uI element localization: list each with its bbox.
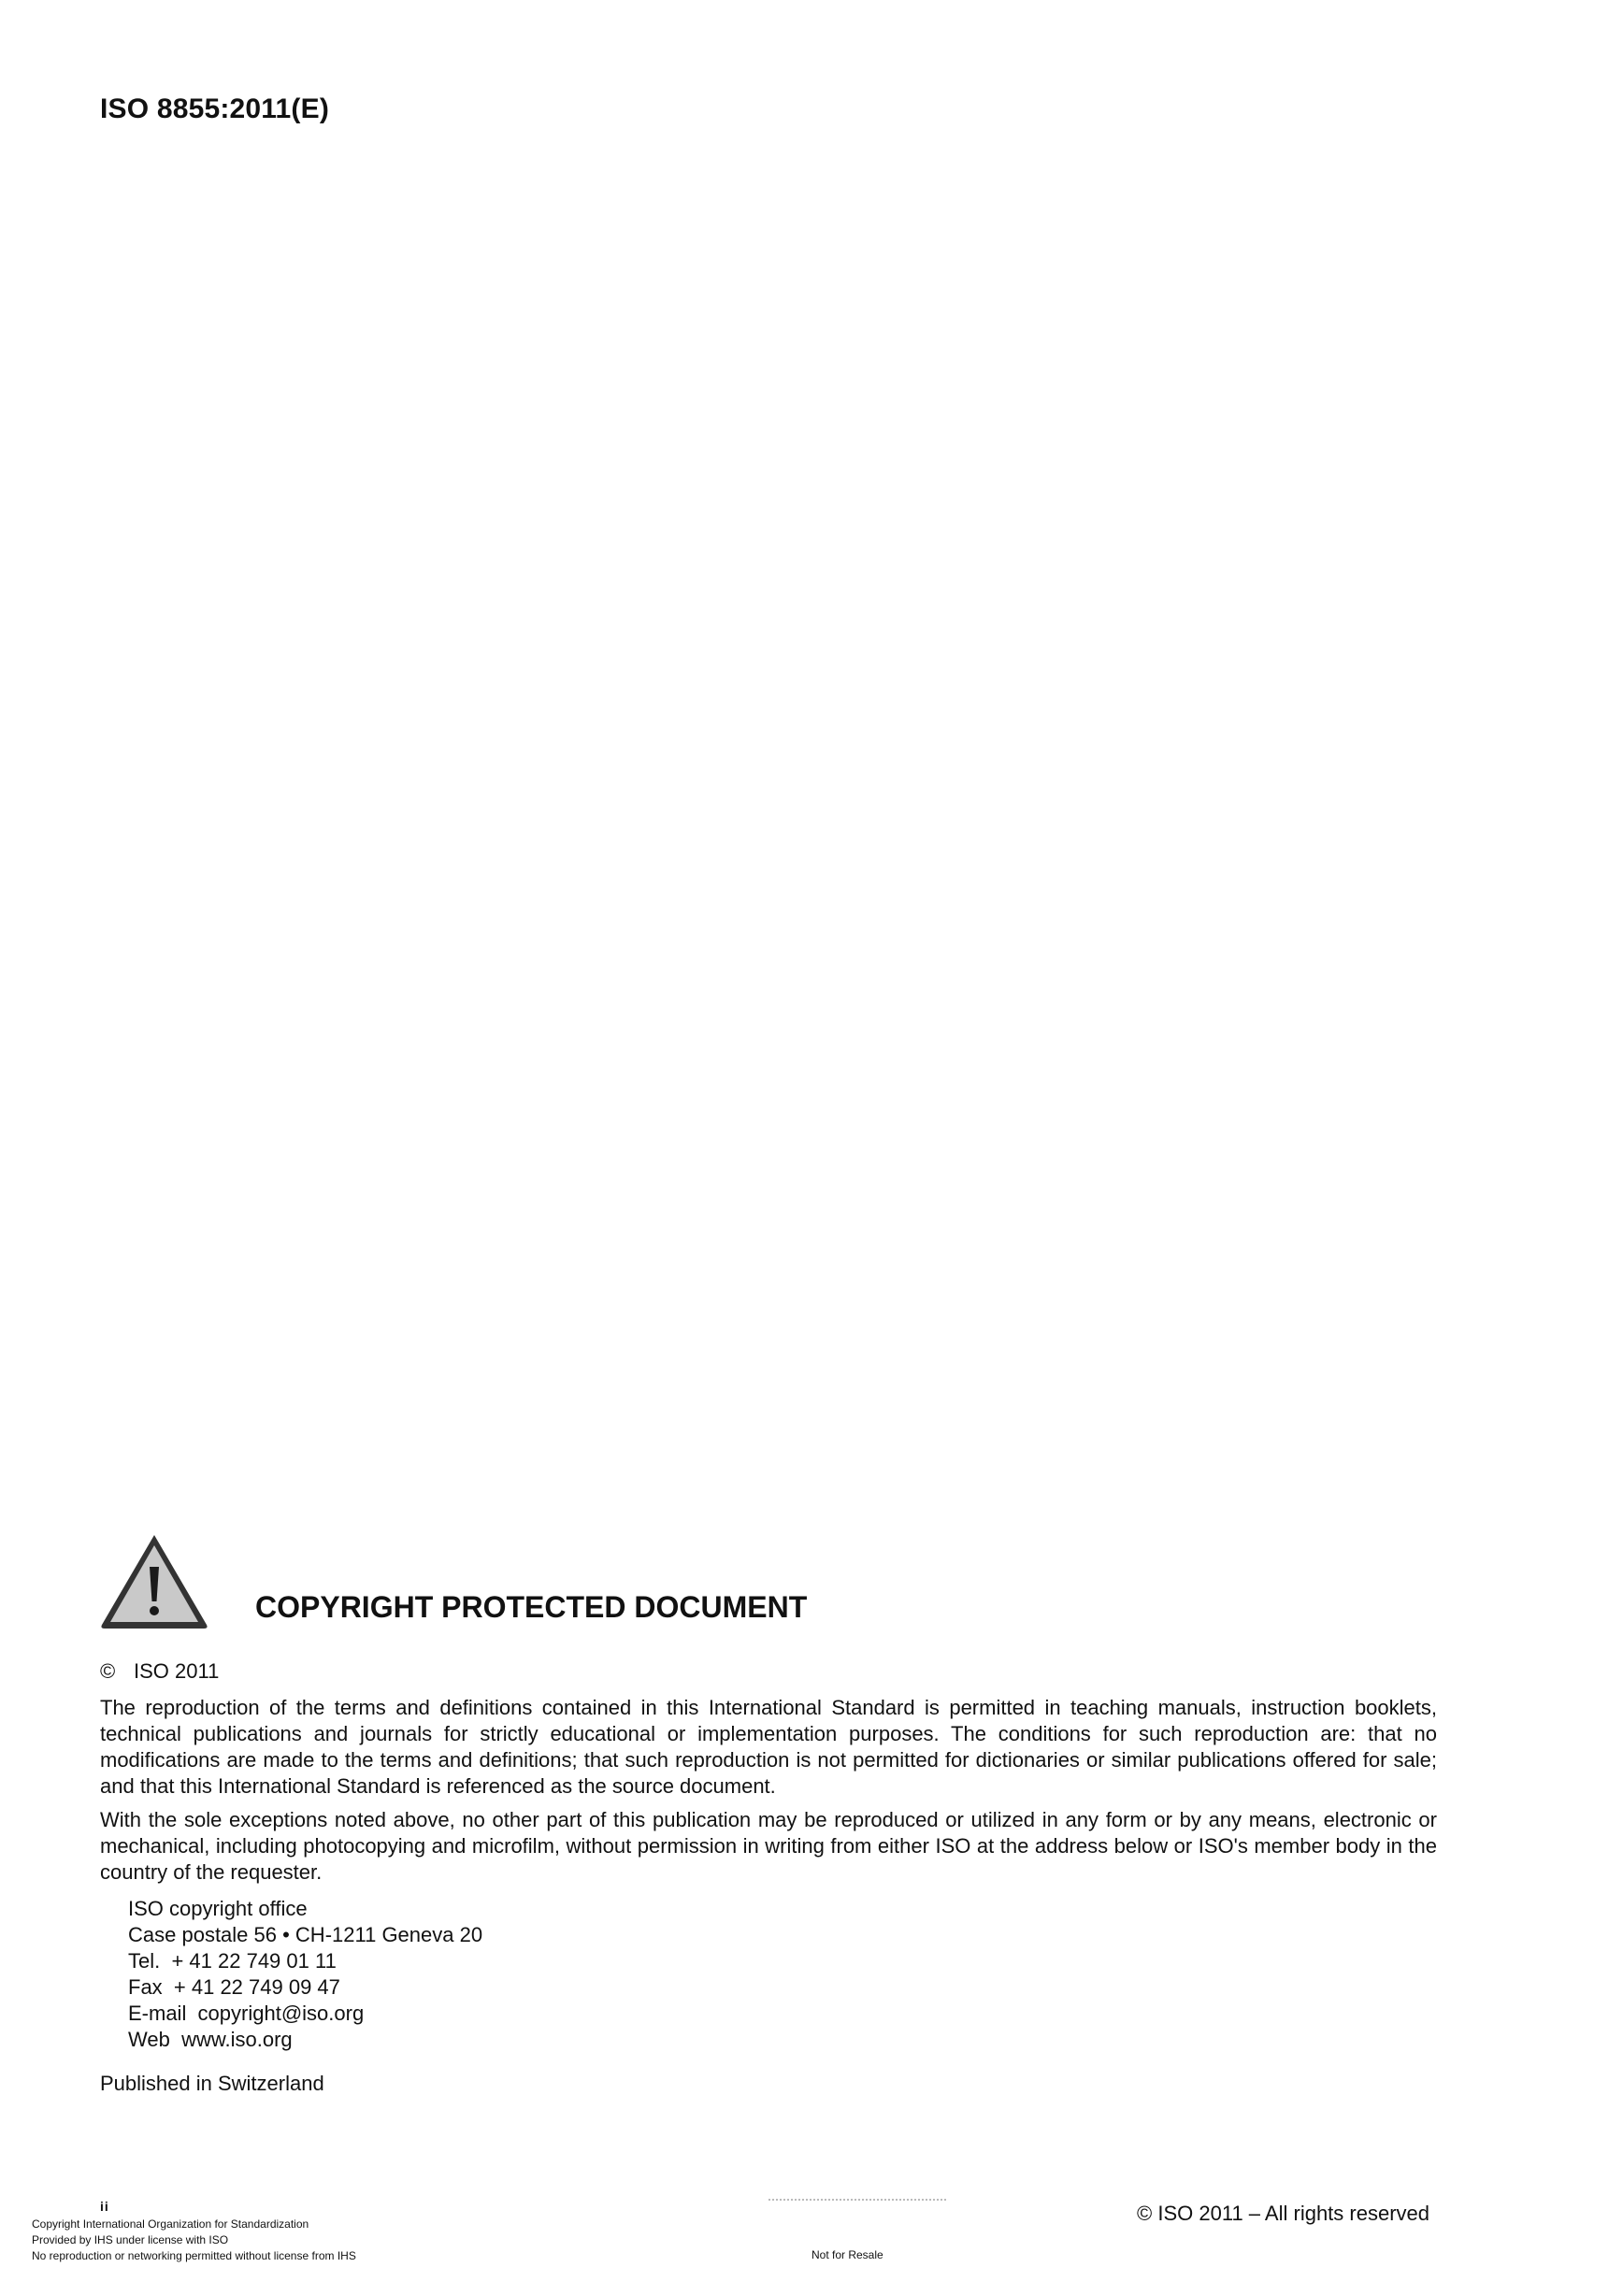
address-fax: Fax + 41 22 749 09 47 [128, 1975, 340, 1999]
copyright-title: COPYRIGHT PROTECTED DOCUMENT [255, 1590, 808, 1624]
address-web: Web www.iso.org [128, 2028, 293, 2051]
reproduction-paragraph: The reproduction of the terms and definitions contained in this International Standard is permitted in teaching manuals, instruction booklets, technical publications and journals for strictly educational or implementation purposes. The conditions for such reproduction are: that no modifications are made to the terms and definitions; that such reproduction is not permitted for dictionaries or similar publications offered for sale; and that this International Standard is referenced as the source document. [100, 1696, 1437, 1798]
warning-triangle-icon [98, 1531, 210, 1630]
footer-divider [768, 2199, 946, 2206]
license-line: No reproduction or networking permitted without license from IHS [32, 2249, 356, 2262]
license-line: Copyright International Organization for Standardization [32, 2217, 309, 2231]
document-id: ISO 8855:2011(E) [100, 93, 330, 124]
address-office: ISO copyright office [128, 1897, 308, 1920]
license-notice [32, 2217, 356, 2264]
copyright-symbol: © [100, 1659, 116, 1683]
exceptions-paragraph: With the sole exceptions noted above, no other part of this publication may be reproduced or utilized in any form or by any means, electronic or mechanical, including photocopying and microfilm, without permission in writing from either ISO at the address below or ISO's member body in the country of the requester. [100, 1808, 1437, 1884]
iso-address-block [128, 1896, 482, 2053]
copyright-line [100, 1659, 219, 1684]
copyright-year: ISO 2011 [134, 1659, 220, 1683]
copyright-notice-header [98, 1531, 1444, 1634]
page-number: ii [100, 2199, 109, 2214]
license-line: Provided by IHS under license with ISO [32, 2233, 229, 2246]
published-line: Published in Switzerland [100, 2072, 324, 2095]
address-email: E-mail copyright@iso.org [128, 2002, 365, 2025]
not-for-resale: Not for Resale [812, 2248, 883, 2261]
footer-rights: © ISO 2011 – All rights reserved [1137, 2202, 1429, 2225]
address-tel: Tel. + 41 22 749 01 11 [128, 1949, 337, 1973]
address-postal: Case postale 56 • CH-1211 Geneva 20 [128, 1923, 483, 1946]
